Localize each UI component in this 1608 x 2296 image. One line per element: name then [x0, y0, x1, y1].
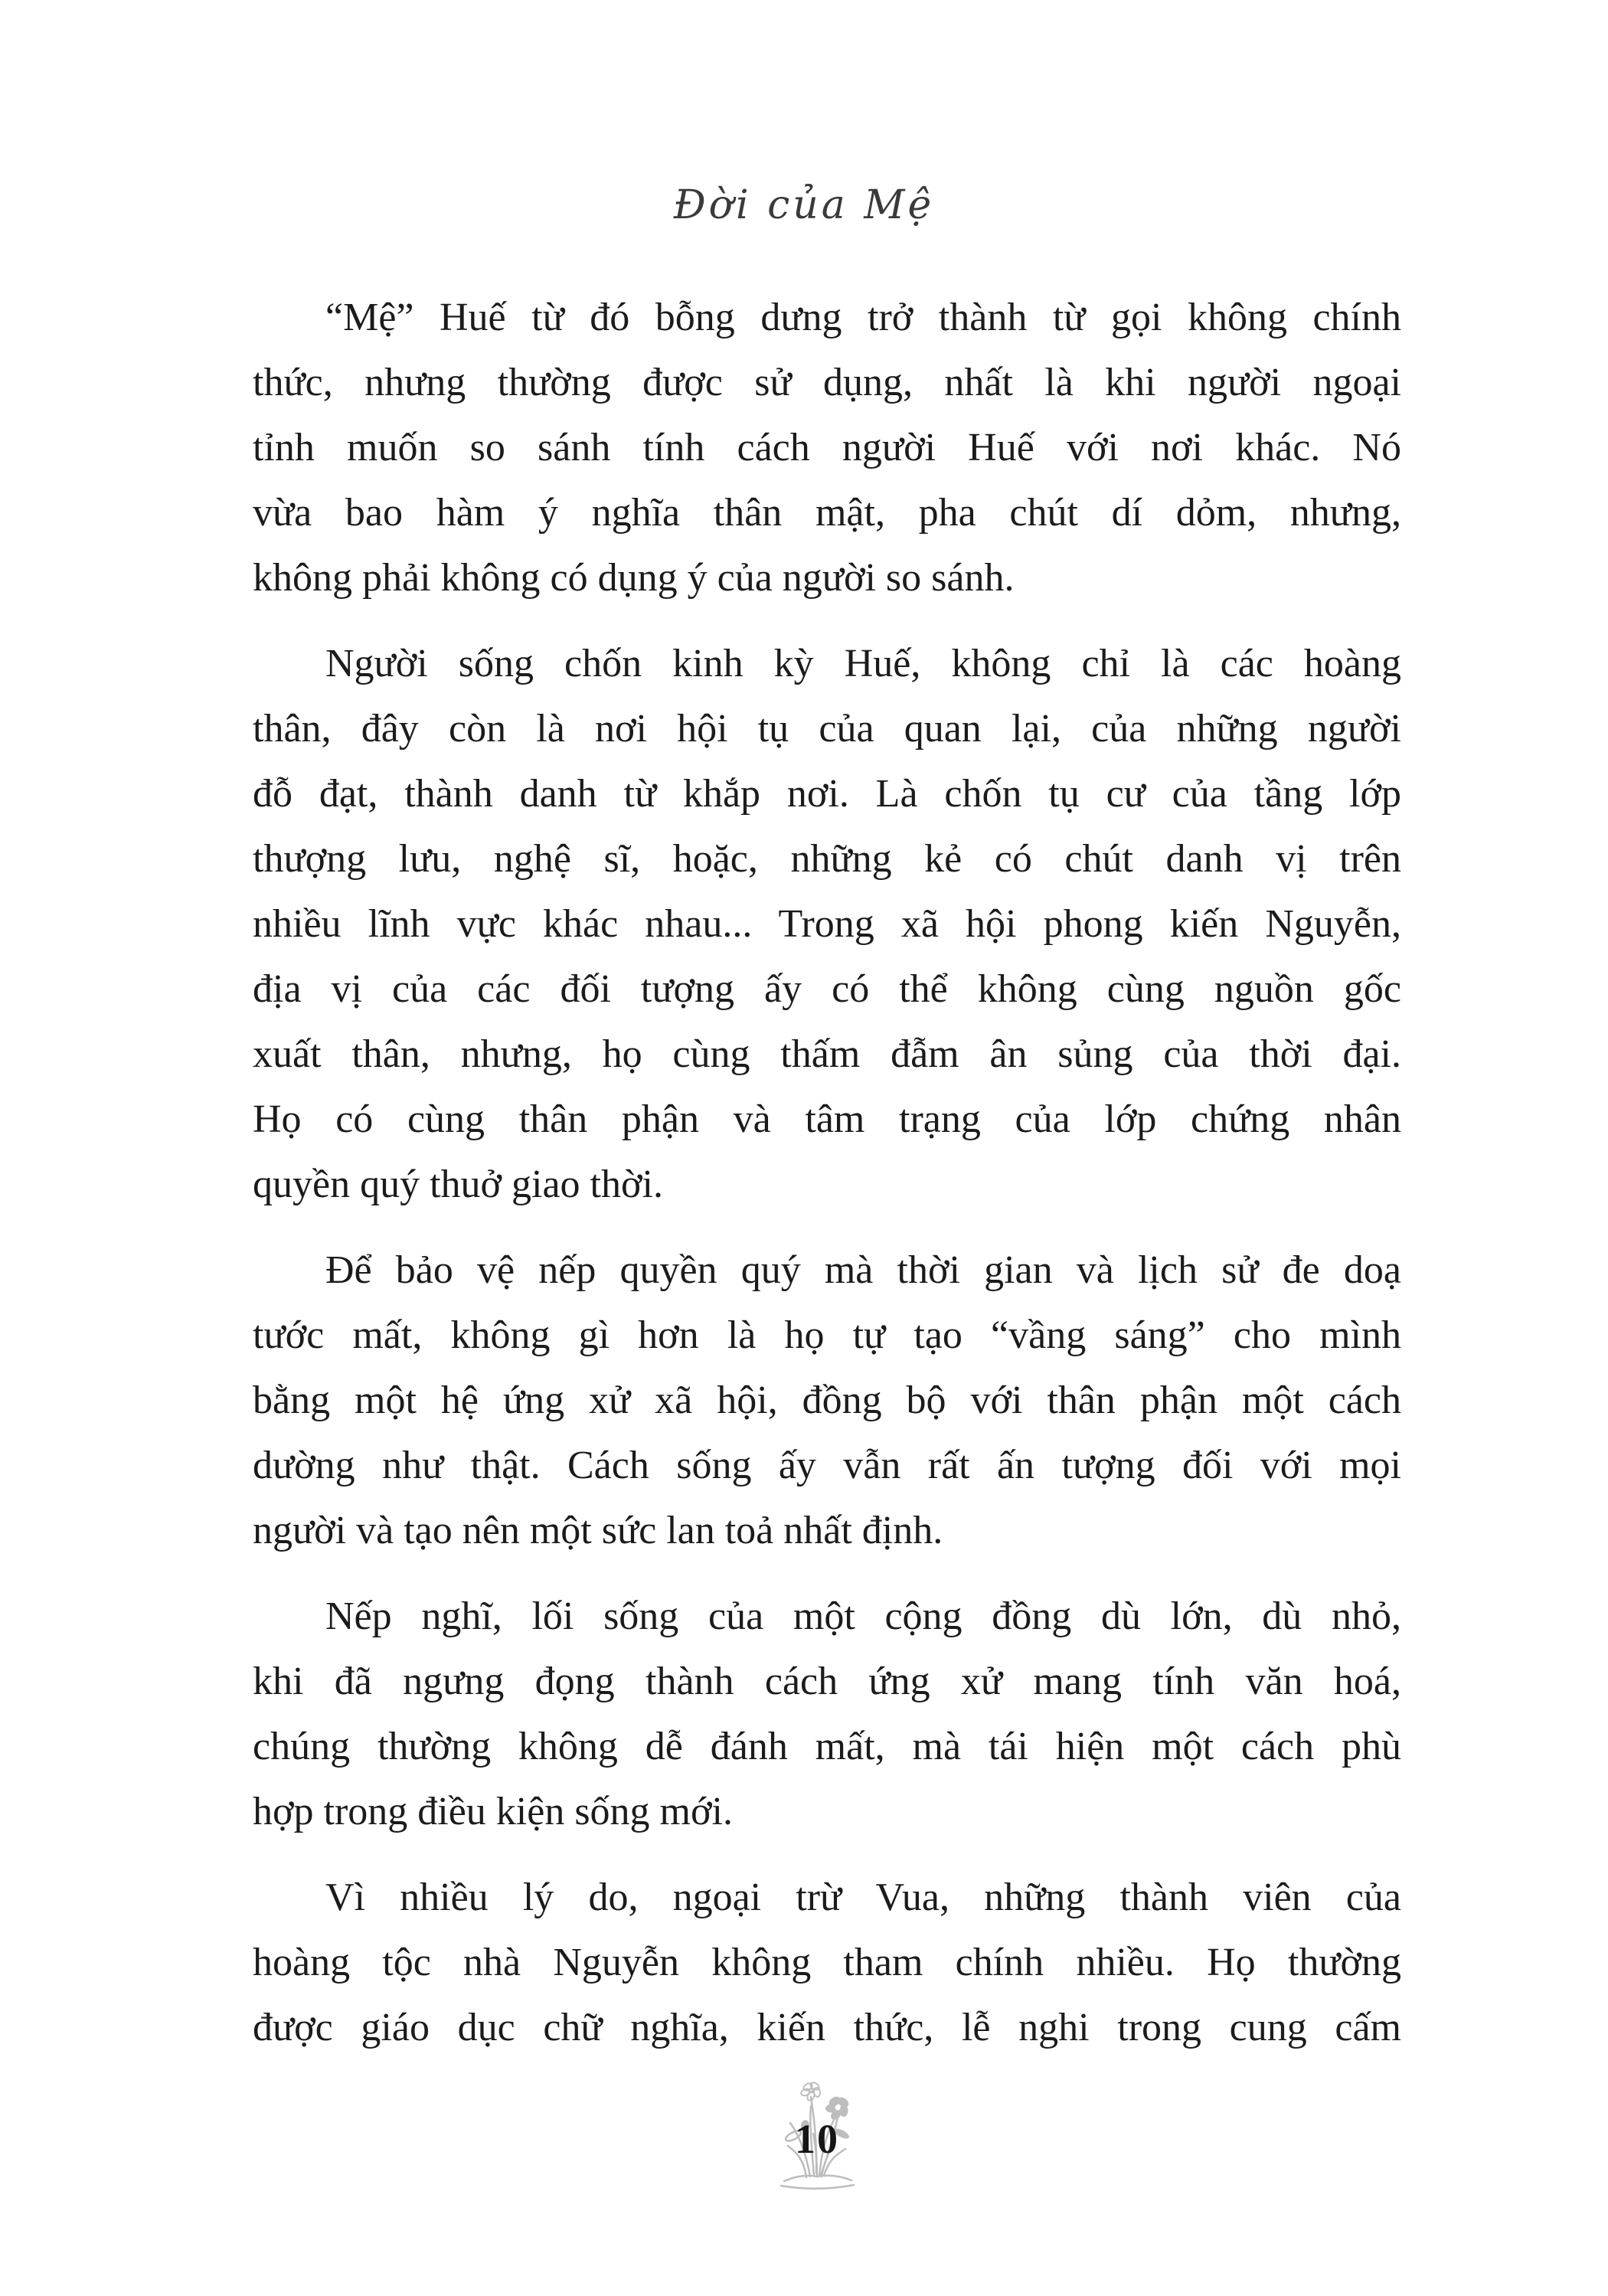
text-line: “Mệ” Huế từ đó bỗng dưng trở thành từ gọi không chính	[325, 296, 1401, 339]
text-line: Họ có cùng thân phận và tâm trạng của lớp chứng nhân	[253, 1097, 1401, 1141]
page-number: 10	[795, 2116, 839, 2162]
text-line: xuất thân, nhưng, họ cùng thấm đẫm ân sủng của thời đại.	[253, 1032, 1401, 1076]
text-line: nhiều lĩnh vực khác nhau... Trong xã hội phong kiến Nguyễn,	[253, 902, 1401, 946]
text-line: khi đã ngưng đọng thành cách ứng xử mang tính văn hoá,	[253, 1660, 1401, 1703]
text-line: đỗ đạt, thành danh từ khắp nơi. Là chốn tụ cư của tầng lớp	[253, 772, 1401, 816]
text-line: tỉnh muốn so sánh tính cách người Huế với nơi khác. Nó	[253, 426, 1401, 469]
text-line: hợp trong điều kiện sống mới.	[253, 1790, 733, 1833]
paragraph	[253, 1238, 1401, 1563]
text-line: Vì nhiều lý do, ngoại trừ Vua, những thành viên của	[325, 1876, 1401, 1919]
page-footer	[775, 2077, 859, 2190]
text-line: tước mất, không gì hơn là họ tự tạo “vầng sáng” cho mình	[253, 1313, 1401, 1357]
text-line: thân, đây còn là nơi hội tụ của quan lại, của những người	[253, 707, 1401, 751]
paragraph	[253, 1865, 1401, 2060]
text-line: chúng thường không dễ đánh mất, mà tái hiện một cách phù	[253, 1725, 1401, 1768]
text-line: được giáo dục chữ nghĩa, kiến thức, lễ nghi trong cung cấm	[253, 2006, 1401, 2049]
text-line: thức, nhưng thường được sử dụng, nhất là khi người ngoại	[253, 361, 1401, 404]
text-line: hoàng tộc nhà Nguyễn không tham chính nhiều. Họ thường	[253, 1941, 1401, 1984]
text-line: quyền quý thuở giao thời.	[253, 1163, 663, 1206]
paragraph	[253, 631, 1401, 1217]
text-line: Để bảo vệ nếp quyền quý mà thời gian và lịch sử đe doạ	[325, 1248, 1401, 1292]
text-line: Người sống chốn kinh kỳ Huế, không chỉ là các hoàng	[325, 642, 1401, 685]
text-line: Nếp nghĩ, lối sống của một cộng đồng dù lớn, dù nhỏ,	[325, 1594, 1401, 1638]
text-line: bằng một hệ ứng xử xã hội, đồng bộ với thân phận một cách	[253, 1379, 1401, 1422]
text-line: người và tạo nên một sức lan toả nhất định.	[253, 1509, 943, 1552]
text-line: thượng lưu, nghệ sĩ, hoặc, những kẻ có chút danh vị trên	[253, 837, 1401, 881]
paragraph	[253, 1584, 1401, 1844]
paragraph	[253, 285, 1401, 610]
running-head: Đời của Mệ	[673, 182, 935, 228]
text-line: địa vị của các đối tượng ấy có thể không cùng nguồn gốc	[253, 967, 1401, 1011]
text-line: không phải không có dụng ý của người so sánh.	[253, 556, 1015, 600]
body-text	[253, 285, 1401, 2081]
text-line: dường như thật. Cách sống ấy vẫn rất ấn tượng đối với mọi	[253, 1444, 1401, 1487]
text-line: vừa bao hàm ý nghĩa thân mật, pha chút dí dỏm, nhưng,	[253, 491, 1401, 535]
